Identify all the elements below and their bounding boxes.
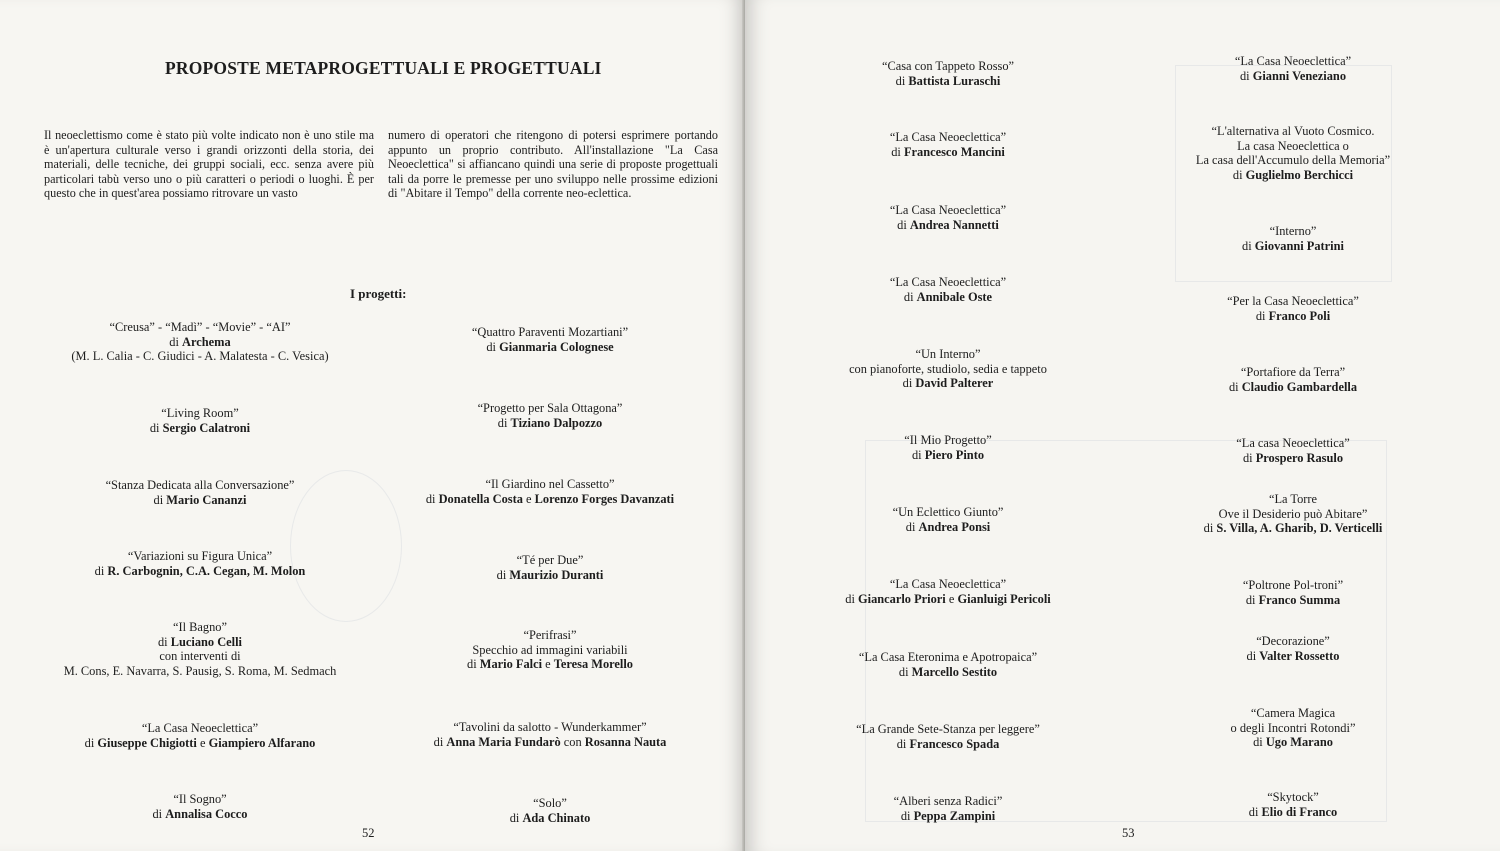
project-subtitle: La casa Neoeclettica o xyxy=(1237,138,1349,153)
author-name: R. Carbognin, C.A. Cegan, M. Molon xyxy=(107,563,306,578)
author-joiner: e xyxy=(542,657,554,672)
author-prefix: di xyxy=(1248,804,1262,819)
author-prefix: di xyxy=(497,415,511,430)
author-prefix: di xyxy=(157,634,171,649)
project-entry xyxy=(1083,578,1500,607)
project-title: “La Casa Neoeclettica” xyxy=(1234,54,1352,68)
project-entry xyxy=(340,796,760,825)
author-name: Gianluigi Pericoli xyxy=(957,591,1051,606)
project-title: “Il Sogno” xyxy=(173,792,227,806)
author-prefix: di xyxy=(900,808,914,823)
author-prefix: di xyxy=(1242,450,1256,465)
project-members: M. Cons, E. Navarra, S. Pausig, S. Roma, M. Sedmach xyxy=(63,663,337,678)
project-entry xyxy=(340,628,760,672)
project-author-line xyxy=(340,811,760,826)
author-name: Battista Luraschi xyxy=(908,73,1001,88)
project-note: con interventi di xyxy=(159,649,241,664)
author-prefix: di xyxy=(891,144,904,159)
author-name: Gianmaria Colognese xyxy=(499,339,614,354)
author-name: Mario Cananzi xyxy=(166,492,247,507)
project-entry xyxy=(1083,54,1500,83)
project-title: “La Casa Neoeclettica” xyxy=(889,203,1007,217)
project-entry xyxy=(1083,124,1500,182)
project-title: “La Grande Sete-Stanza per leggere” xyxy=(856,722,1040,736)
project-entry xyxy=(340,477,760,506)
project-author-line xyxy=(340,735,760,750)
author-name: Francesco Mancini xyxy=(903,144,1005,159)
project-entry xyxy=(1083,436,1500,465)
project-title: “Un Eclettico Giunto” xyxy=(892,505,1004,519)
author-name: Andrea Ponsi xyxy=(918,519,991,534)
project-title: “Living Room” xyxy=(161,406,239,420)
author-name: Valter Rossetto xyxy=(1259,648,1340,663)
author-name: Maurizio Duranti xyxy=(509,567,604,582)
page-number: 53 xyxy=(1122,826,1135,840)
project-author-line xyxy=(340,657,760,672)
author-prefix: di xyxy=(897,217,910,232)
project-entry xyxy=(1083,492,1500,536)
project-title: “Decorazione” xyxy=(1256,634,1330,648)
project-title: “Per la Casa Neoeclettica” xyxy=(1227,294,1359,308)
project-entry xyxy=(340,553,760,582)
author-name: Marcello Sestito xyxy=(911,664,998,679)
author-prefix: di xyxy=(1239,68,1253,83)
author-name: Andrea Nannetti xyxy=(909,217,999,232)
project-author-line xyxy=(1083,649,1500,664)
author-name: Anna Maria Fundarò xyxy=(446,734,561,749)
author-prefix: di xyxy=(153,492,167,507)
author-name: Francesco Spada xyxy=(909,736,1000,751)
project-subtitle: Ove il Desiderio può Abitare” xyxy=(1218,506,1368,521)
author-name: Lorenzo Forges Davanzati xyxy=(534,491,675,506)
project-title: “Perifrasi” xyxy=(523,628,577,642)
project-subtitle: La casa dell'Accumulo della Memoria” xyxy=(1195,153,1391,168)
project-title: “La Torre xyxy=(1268,492,1318,506)
project-members: (M. L. Calia - C. Giudici - A. Malatesta - C. Vesica) xyxy=(71,349,329,364)
author-prefix: di xyxy=(496,567,510,582)
author-name: Ada Chinato xyxy=(522,810,591,825)
project-subtitle: con pianoforte, studiolo, sedia e tappeto xyxy=(849,361,1047,376)
author-name: Mario Falci xyxy=(479,657,543,672)
project-title: “La Casa Neoeclettica” xyxy=(141,721,259,735)
project-title: “Un Interno” xyxy=(915,347,981,361)
author-prefix: di xyxy=(433,734,447,749)
project-title: “Il Giardino nel Cassetto” xyxy=(485,477,615,491)
project-title: “La Casa Neoeclettica” xyxy=(889,275,1007,289)
project-author-line xyxy=(1083,69,1500,84)
project-title: “Il Mio Progetto” xyxy=(904,433,992,447)
right-page xyxy=(745,0,1500,851)
project-title: “Casa con Tappeto Rosso” xyxy=(881,59,1015,73)
author-name: Rosanna Nauta xyxy=(584,734,667,749)
author-joiner: e xyxy=(196,735,209,750)
project-title: “Poltrone Pol-troni” xyxy=(1242,578,1344,592)
author-prefix: di xyxy=(1255,308,1269,323)
author-name: Peppa Zampini xyxy=(913,808,996,823)
project-title: “Progetto per Sala Ottagona” xyxy=(477,401,623,415)
author-joiner: e xyxy=(522,491,535,506)
author-name: Elio di Franco xyxy=(1261,804,1338,819)
project-author-line xyxy=(1083,309,1500,324)
project-subtitle: o degli Incontri Rotondi” xyxy=(1230,720,1356,735)
project-title: “La Casa Eteronima e Apotropaica” xyxy=(858,650,1038,664)
project-author-line xyxy=(1083,239,1500,254)
author-name: Sergio Calatroni xyxy=(162,420,251,435)
author-prefix: di xyxy=(1228,379,1242,394)
author-name: Donatella Costa xyxy=(438,491,523,506)
author-prefix: di xyxy=(169,334,183,349)
page-number: 52 xyxy=(362,826,375,840)
author-prefix: di xyxy=(467,657,480,672)
project-author-line xyxy=(1083,805,1500,820)
project-author-line xyxy=(1083,521,1500,536)
author-prefix: di xyxy=(902,376,916,391)
project-title: “L'alternativa al Vuoto Cosmico. xyxy=(1211,124,1375,138)
project-subtitle: Specchio ad immagini variabili xyxy=(472,642,628,657)
project-title: “Interno” xyxy=(1269,224,1317,238)
author-name: Franco Poli xyxy=(1268,308,1331,323)
author-name: David Palterer xyxy=(915,376,994,391)
project-entry xyxy=(340,325,760,354)
author-name: Franco Summa xyxy=(1258,592,1341,607)
left-page xyxy=(0,0,745,851)
project-entry xyxy=(340,401,760,430)
author-name: Piero Pinto xyxy=(924,447,985,462)
author-prefix: di xyxy=(898,664,912,679)
project-title: “Camera Magica xyxy=(1250,706,1336,720)
project-title: “Creusa” - “Madì” - “Movie” - “AI” xyxy=(109,320,291,334)
project-title: “La casa Neoeclettica” xyxy=(1236,436,1350,450)
author-name: Gianni Veneziano xyxy=(1252,68,1347,83)
author-prefix: di xyxy=(84,735,98,750)
project-title: “Té per Due” xyxy=(516,553,584,567)
author-prefix: di xyxy=(1253,735,1266,750)
author-prefix: di xyxy=(509,810,523,825)
author-name: Ugo Marano xyxy=(1265,735,1333,750)
project-title: “La Casa Neoeclettica” xyxy=(889,130,1007,144)
project-title: “Variazioni su Figura Unica” xyxy=(127,549,273,563)
project-title: “Tavolini da salotto - Wunderkammer” xyxy=(453,720,647,734)
project-title: “Solo” xyxy=(533,796,567,810)
author-prefix: di xyxy=(152,806,166,821)
project-author-line xyxy=(1083,168,1500,183)
page-title: PROPOSTE METAPROGETTUALI E PROGETTUALI xyxy=(165,58,602,78)
project-entry xyxy=(1083,790,1500,819)
author-name: S. Villa, A. Gharib, D. Verticelli xyxy=(1216,521,1383,536)
project-title: “Portafiore da Terra” xyxy=(1240,365,1346,379)
author-name: Archema xyxy=(182,334,231,349)
author-prefix: di xyxy=(896,736,910,751)
project-entry xyxy=(1083,634,1500,663)
author-name: Guglielmo Berchicci xyxy=(1245,167,1354,182)
author-prefix: di xyxy=(1203,521,1217,536)
author-joiner: con xyxy=(560,734,585,749)
project-title: “Skytock” xyxy=(1267,790,1319,804)
intro-column-1: Il neoeclettismo come è stato più volte indicato non è uno stile ma è un'apertura culturale verso i grandi orizzonti della storia, dei materiali, delle tecniche, dei gruppi sociali, ecc. senza avere più particolari tabù verso uno o più caratteri o periodi o luoghi. È per questo che in quest'area possiamo ritrovare un vasto xyxy=(44,128,374,201)
author-name: Giampiero Alfarano xyxy=(208,735,316,750)
project-entry xyxy=(1083,365,1500,394)
project-title: “Quattro Paraventi Mozartiani” xyxy=(471,325,629,339)
author-prefix: di xyxy=(845,591,858,606)
project-entry xyxy=(1083,294,1500,323)
project-author-line xyxy=(1083,451,1500,466)
author-name: Giuseppe Chigiotti xyxy=(97,735,197,750)
project-entry xyxy=(1083,224,1500,253)
author-prefix: di xyxy=(149,420,163,435)
author-prefix: di xyxy=(895,73,909,88)
intro-column-2: numero di operatori che ritengono di potersi esprimere portando appunto un proprio contributo. All'installazione "La Casa Neoeclettica" si affiancano quindi una serie di proposte progettuali tali da porre le premesse per uno sviluppo nelle prossime edizioni di "Abitare il Tempo" della corrente neo-eclettica. xyxy=(388,128,718,201)
author-prefix: di xyxy=(94,563,108,578)
project-author-line xyxy=(738,665,1158,680)
author-prefix: di xyxy=(1245,592,1259,607)
author-name: Annalisa Cocco xyxy=(165,806,248,821)
project-title: “La Casa Neoeclettica” xyxy=(889,577,1007,591)
author-name: Prospero Rasulo xyxy=(1255,450,1344,465)
author-prefix: di xyxy=(1242,238,1255,253)
project-author-line xyxy=(340,416,760,431)
author-name: Annibale Oste xyxy=(916,289,993,304)
author-name: Giovanni Patrini xyxy=(1254,238,1344,253)
project-title: “Stanza Dedicata alla Conversazione” xyxy=(105,478,295,492)
project-entry xyxy=(340,720,760,749)
project-title: “Alberi senza Radici” xyxy=(893,794,1003,808)
projects-heading: I progetti: xyxy=(350,286,407,301)
author-name: Tiziano Dalpozzo xyxy=(510,415,603,430)
author-joiner: e xyxy=(945,591,958,606)
author-prefix: di xyxy=(905,519,919,534)
author-prefix: di xyxy=(911,447,925,462)
project-author-line xyxy=(340,340,760,355)
author-prefix: di xyxy=(903,289,917,304)
project-author-line xyxy=(1083,593,1500,608)
project-author-line xyxy=(1083,380,1500,395)
author-name: Giancarlo Priori xyxy=(858,591,946,606)
project-author-line xyxy=(1083,735,1500,750)
project-entry xyxy=(1083,706,1500,750)
project-title: “Il Bagno” xyxy=(172,620,227,634)
author-prefix: di xyxy=(1246,648,1260,663)
author-prefix: di xyxy=(1232,167,1246,182)
author-name: Claudio Gambardella xyxy=(1241,379,1358,394)
author-prefix: di xyxy=(486,339,500,354)
project-author-line xyxy=(340,492,760,507)
project-author-line xyxy=(340,568,760,583)
author-name: Teresa Morello xyxy=(553,657,633,672)
author-prefix: di xyxy=(425,491,439,506)
author-name: Luciano Celli xyxy=(170,634,242,649)
